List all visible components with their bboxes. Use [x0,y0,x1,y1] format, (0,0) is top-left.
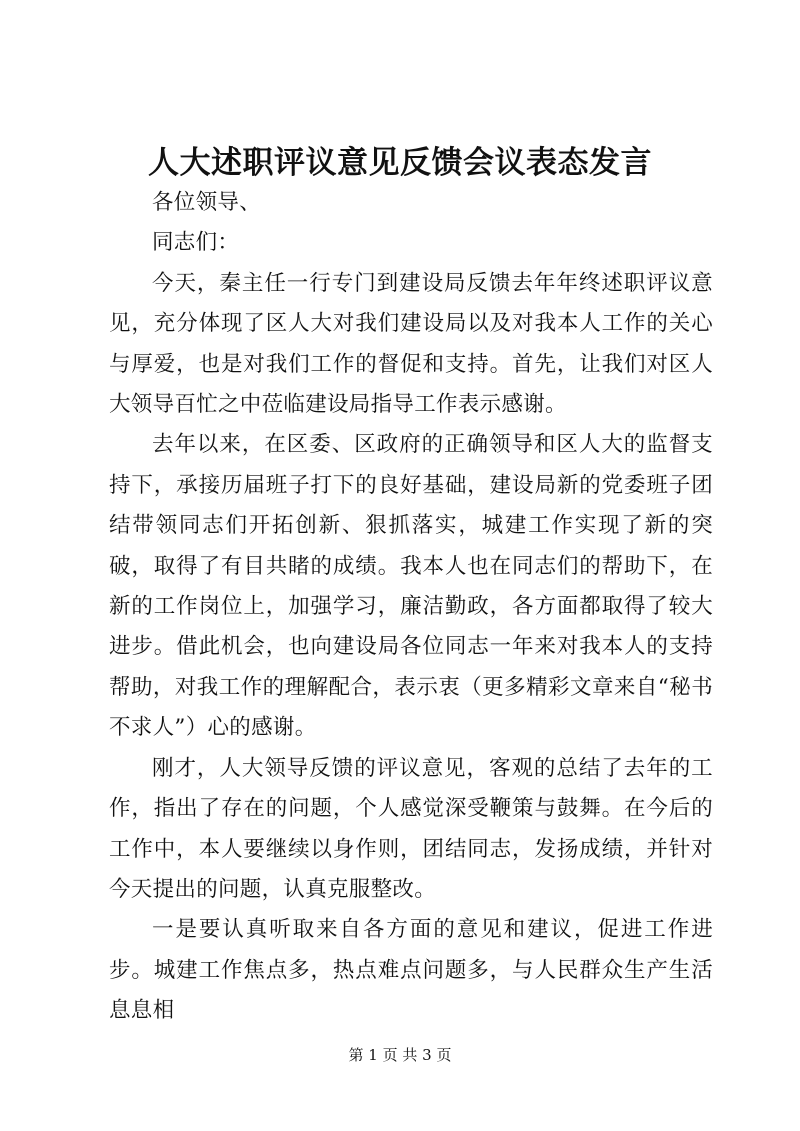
paragraph-2: 去年以来，在区委、区政府的正确领导和区人大的监督支持下，承接历届班子打下的良好基础，建设局新的党委班子团结带领同志们开拓创新、狠抓落实，城建工作实现了新的突破，取得了有目共睹的成绩。我本人也在同志们的帮助下，在新的工作岗位上，加强学习，廉洁勤政，各方面都取得了较大进步。借此机会，也向建设局各位同志一年来对我本人的支持帮助，对我工作的理解配合，表示衷（更多精彩文章来自“秘书不求人”）心的感谢。 [109,432,713,741]
paragraph-4: 一是要认真听取来自各方面的意见和建议，促进工作进步。城建工作焦点多，热点难点问题多，与人民群众生产生活息息相 [109,917,713,1024]
salutation-comrades: 同志们： [152,230,240,256]
paragraph-1: 今天，秦主任一行专门到建设局反馈去年年终述职评议意见，充分体现了区人大对我们建设局以及对我本人工作的关心与厚爱，也是对我们工作的督促和支持。首先，让我们对区人大领导百忙之中莅临建设局指导工作表示感谢。 [109,270,713,418]
document-title: 人大述职评议意见反馈会议表态发言 [148,145,652,181]
document-body [109,183,713,1032]
salutation-leaders: 各位领导、 [152,190,262,215]
page-footer: 第 1 页 共 3 页 [348,1046,452,1064]
paragraph-3: 刚才，人大领导反馈的评议意见，客观的总结了去年的工作，指出了存在的问题，个人感觉深受鞭策与鼓舞。在今后的工作中，本人要继续以身作则，团结同志，发扬成绩，并针对今天提出的问题，认真克服整改。 [109,755,713,902]
